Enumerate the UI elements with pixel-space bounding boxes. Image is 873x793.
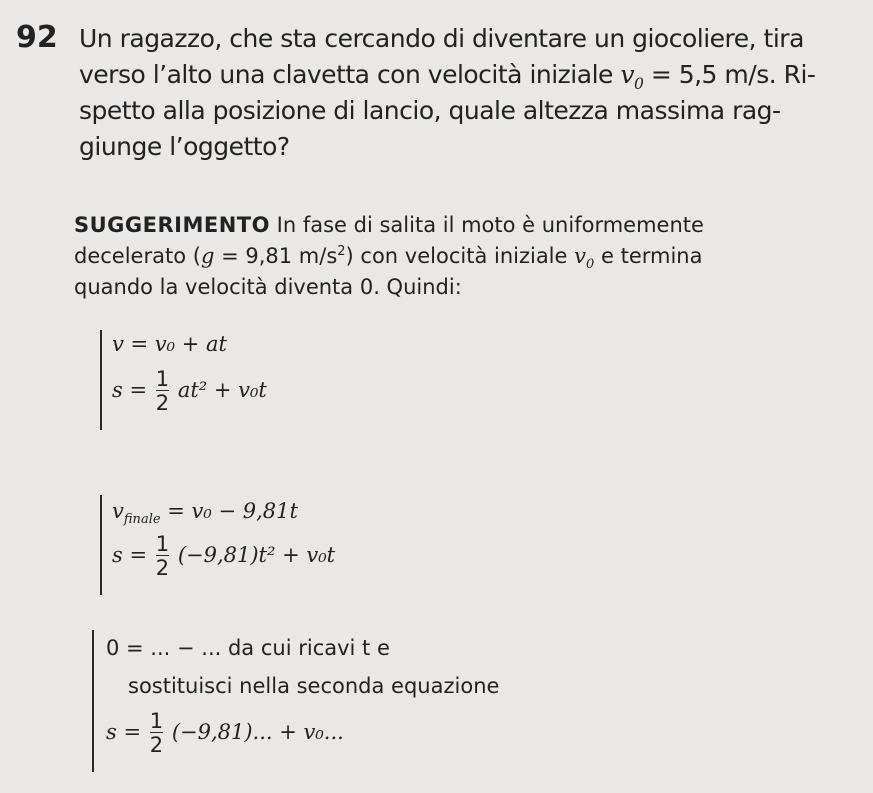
hint-line-3: quando la velocità diventa 0. Quindi: xyxy=(74,275,462,299)
system-3-eq-2: sostituisci nella seconda equazione xyxy=(128,674,500,698)
problem-line-2-text: verso l’alto una clavetta con velocità iniziale xyxy=(79,60,613,89)
equation-system-2 xyxy=(100,495,400,605)
fraction-one-half: $\frac{1}{2}$ xyxy=(155,532,170,581)
system-3-eq-1: 0 = ... − ... da cui ricavi t e xyxy=(106,636,390,660)
v0-value: = 5,5 m/s. Ri- xyxy=(650,60,816,89)
equation-system-3 xyxy=(92,630,652,780)
hint-line-1-text: In fase di salita il moto è uniformemente xyxy=(276,213,704,237)
problem-line-4: giunge l’oggetto? xyxy=(79,132,290,161)
fraction-one-half: $\frac{1}{2}$ xyxy=(155,367,170,416)
problem-line-3: spetto alla posizione di lancio, quale altezza massima rag- xyxy=(79,96,781,125)
system-3-brace xyxy=(92,630,94,772)
system-1-brace xyxy=(100,330,102,430)
system-3-eq-3: s = $\frac{1}{2}$ (−9,81)... + v₀... xyxy=(106,709,344,758)
problem-line-2 xyxy=(79,60,815,93)
system-1-eq-1: v = v₀ + at xyxy=(112,332,227,356)
hint-label: SUGGERIMENTO xyxy=(74,213,270,237)
problem-number: 92 xyxy=(16,20,58,55)
equation-system-1 xyxy=(100,330,360,435)
v0-symbol: $v_0$ xyxy=(620,60,644,93)
hint-line-1 xyxy=(74,213,704,237)
problem-line-1: Un ragazzo, che sta cercando di diventare un giocoliere, tira xyxy=(79,24,804,53)
system-2-brace xyxy=(100,495,102,595)
system-2-eq-1: $v_{finale} = v_0 - 9,81t$ xyxy=(112,499,298,528)
system-2-eq-2: s = $\frac{1}{2}$ (−9,81)t² + v₀t xyxy=(112,532,336,581)
system-1-eq-2: s = $\frac{1}{2}$ at² + v₀t xyxy=(112,367,267,416)
fraction-one-half: $\frac{1}{2}$ xyxy=(149,709,164,758)
hint-line-2: decelerato (g = 9,81 $m/s^2$) con velocità iniziale $v_0$ e termina xyxy=(74,244,703,273)
v0-symbol-hint: $v_0$ xyxy=(574,244,595,273)
